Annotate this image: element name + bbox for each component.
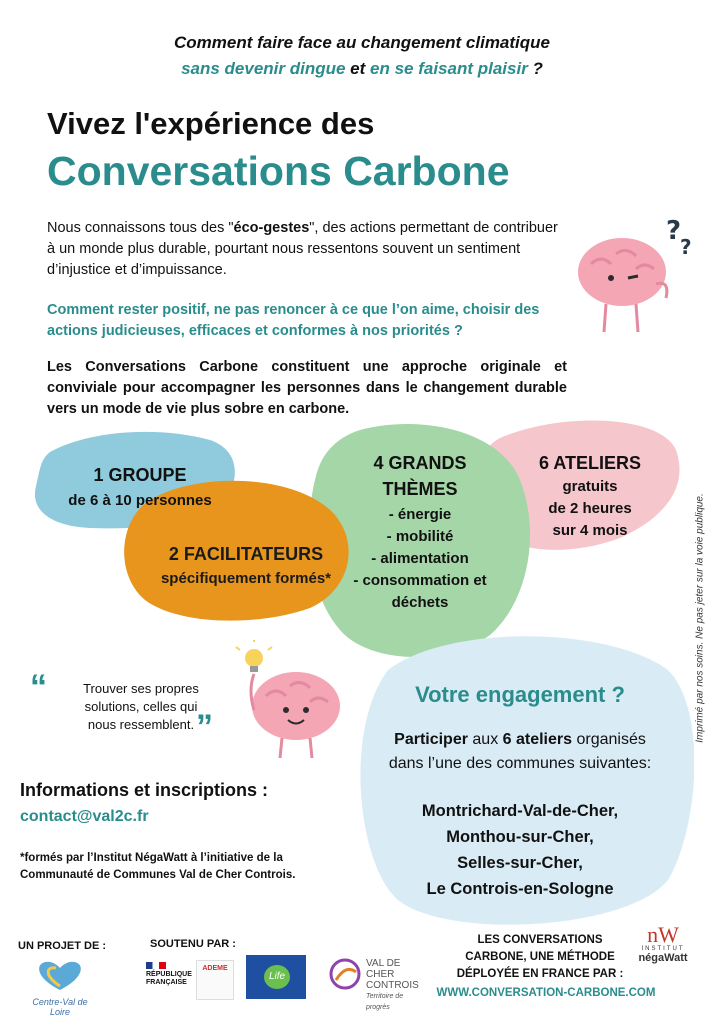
- soutenu-label: SOUTENU PAR :: [150, 938, 236, 950]
- region-logo: [22, 958, 98, 1017]
- quote-line: nous ressemblent.: [87, 717, 195, 732]
- quote-text: [66, 680, 216, 734]
- intro-paragraph-3: Les Conversations Carbone constituent une approche originale et conviviale pour accompagner les personnes dans le changement durable vers un mode de vie plus sobre en carbone.: [47, 359, 567, 417]
- blob-themes-item: - mobilité: [386, 528, 454, 545]
- blob-themes-item: - consommation et: [353, 572, 487, 589]
- blob-themes-item: - énergie: [388, 506, 452, 523]
- blob-themes: [325, 450, 515, 614]
- vdc-line2: CONTROIS: [366, 980, 419, 991]
- blob-ateliers-sub: sur 4 mois: [552, 522, 628, 539]
- commune-item: Selles-sur-Cher,: [457, 854, 583, 872]
- tagline-part-d: ?: [527, 59, 543, 78]
- rf-text: RÉPUBLIQUE FRANÇAISE: [146, 971, 192, 986]
- vdc-line1: VAL DE CHER: [366, 958, 401, 980]
- engagement-ateliers: 6 ateliers: [502, 731, 573, 748]
- blob-themes-title1: 4 GRANDS: [373, 453, 467, 473]
- intro-p1-eco-gestes: éco-gestes: [233, 220, 310, 236]
- happy-brain-illustration: [230, 640, 360, 760]
- engagement-text: [350, 728, 690, 776]
- page-title-line2: Conversations Carbone: [47, 148, 510, 194]
- tagline-line2: [0, 56, 724, 82]
- contact-email-link[interactable]: contact@val2c.fr: [20, 808, 149, 825]
- life-text: Life: [264, 965, 290, 989]
- commune-item: Montrichard-Val-de-Cher,: [421, 802, 619, 820]
- quote-line: solutions, celles qui: [84, 699, 198, 714]
- svg-text:?: ?: [680, 235, 692, 259]
- methode-line: CARBONE, UNE MÉTHODE: [465, 951, 615, 963]
- tagline-part-a: sans devenir dingue: [181, 59, 346, 78]
- blob-ateliers-title: 6 ATELIERS: [538, 453, 641, 473]
- tagline-line1: Comment faire face au changement climatique: [174, 33, 550, 52]
- tagline-part-b: et: [345, 59, 371, 78]
- engagement-participer: Participer: [394, 731, 468, 748]
- website-link[interactable]: WWW.CONVERSATION-CARBONE.COM: [436, 987, 656, 999]
- intro-paragraph-2: Comment rester positif, ne pas renoncer à ce que l’on aime, choisir des actions judicieuses, efficaces et conformes à nos priorités ?: [47, 302, 540, 339]
- commune-item: Monthou-sur-Cher,: [446, 828, 594, 846]
- eu-life-logo: [246, 955, 306, 999]
- blob-ateliers-sub: de 2 heures: [548, 500, 632, 517]
- blob-ateliers: [495, 450, 685, 542]
- negawatt-name: négaWatt: [638, 952, 688, 964]
- intro-paragraph-1: [47, 218, 567, 281]
- engagement-organises: organisés: [572, 731, 646, 748]
- blob-facil-title: 2 FACILITATEURS: [168, 544, 324, 564]
- blob-themes-item: - alimentation: [371, 550, 469, 567]
- vdc-line3: Territoire de progrès: [366, 993, 404, 1011]
- blob-groupe-title: 1 GROUPE: [93, 465, 187, 485]
- engagement-line1: [350, 728, 690, 752]
- methode-line: LES CONVERSATIONS: [477, 934, 603, 946]
- blob-themes-item: déchets: [391, 594, 449, 611]
- quote-line: Trouver ses propres: [83, 681, 199, 696]
- republique-francaise-logo: [146, 962, 194, 987]
- blob-facil-sub: spécifiquement formés*: [160, 570, 332, 587]
- intro-p1-c: ", des actions permettant de contribuer à un monde plus durable, pourtant nous ressentons souvent un sentiment d’injustice et d’impuissance.: [47, 220, 558, 278]
- footnote: *formés par l’Institut NégaWatt à l’initiative de la Communauté de Communes Val de Cher Controis.: [20, 852, 296, 881]
- tagline-part-c: en se faisant plaisir: [370, 59, 528, 78]
- negawatt-logo: [630, 924, 696, 964]
- page-title-line1: Vivez l'expérience des: [47, 106, 375, 141]
- blob-groupe: [40, 464, 240, 512]
- side-note: [690, 488, 710, 748]
- tagline: [0, 30, 724, 82]
- flag-icon: [146, 962, 166, 969]
- ademe-logo: [196, 960, 234, 1000]
- engagement-aux: aux: [467, 731, 503, 748]
- svg-text:?: ?: [666, 216, 682, 246]
- swirl-icon: [328, 954, 362, 994]
- blob-ateliers-sub: gratuits: [562, 478, 618, 495]
- intro-p1-a: Nous connaissons tous des ": [47, 220, 234, 236]
- open-quote-icon: “: [30, 668, 47, 706]
- lightbulb-icon: [245, 649, 263, 667]
- blob-themes-title2: THÈMES: [382, 479, 458, 499]
- commune-item: Le Controis-en-Sologne: [426, 880, 614, 898]
- region-heart-icon: [22, 958, 98, 992]
- blob-facilitateurs: [136, 543, 356, 590]
- info-title: Informations et inscriptions :: [20, 780, 269, 800]
- communes-list: [350, 798, 690, 902]
- val-de-cher-text: [366, 958, 424, 1013]
- ademe-text: ADEME: [202, 965, 228, 972]
- engagement-line2: dans l’une des communes suivantes:: [388, 755, 652, 772]
- region-logo-text: Centre-Val de Loire: [32, 997, 88, 1017]
- side-note-text: Imprimé par nos soins. Ne pas jeter sur la voie publique.: [694, 493, 706, 743]
- blob-groupe-sub: de 6 à 10 personnes: [68, 492, 212, 509]
- negawatt-mark-icon: nW: [647, 922, 679, 947]
- negawatt-institut: INSTITUT: [641, 946, 685, 952]
- thinking-brain-illustration: [566, 214, 706, 344]
- methode-text: [430, 932, 650, 983]
- close-quote-icon: ”: [196, 708, 213, 746]
- methode-line: DÉPLOYÉE EN FRANCE PAR :: [456, 968, 624, 980]
- projet-label: UN PROJET DE :: [18, 940, 107, 952]
- engagement-title: Votre engagement ?: [415, 682, 625, 707]
- val-de-cher-controis-logo: [328, 952, 424, 1011]
